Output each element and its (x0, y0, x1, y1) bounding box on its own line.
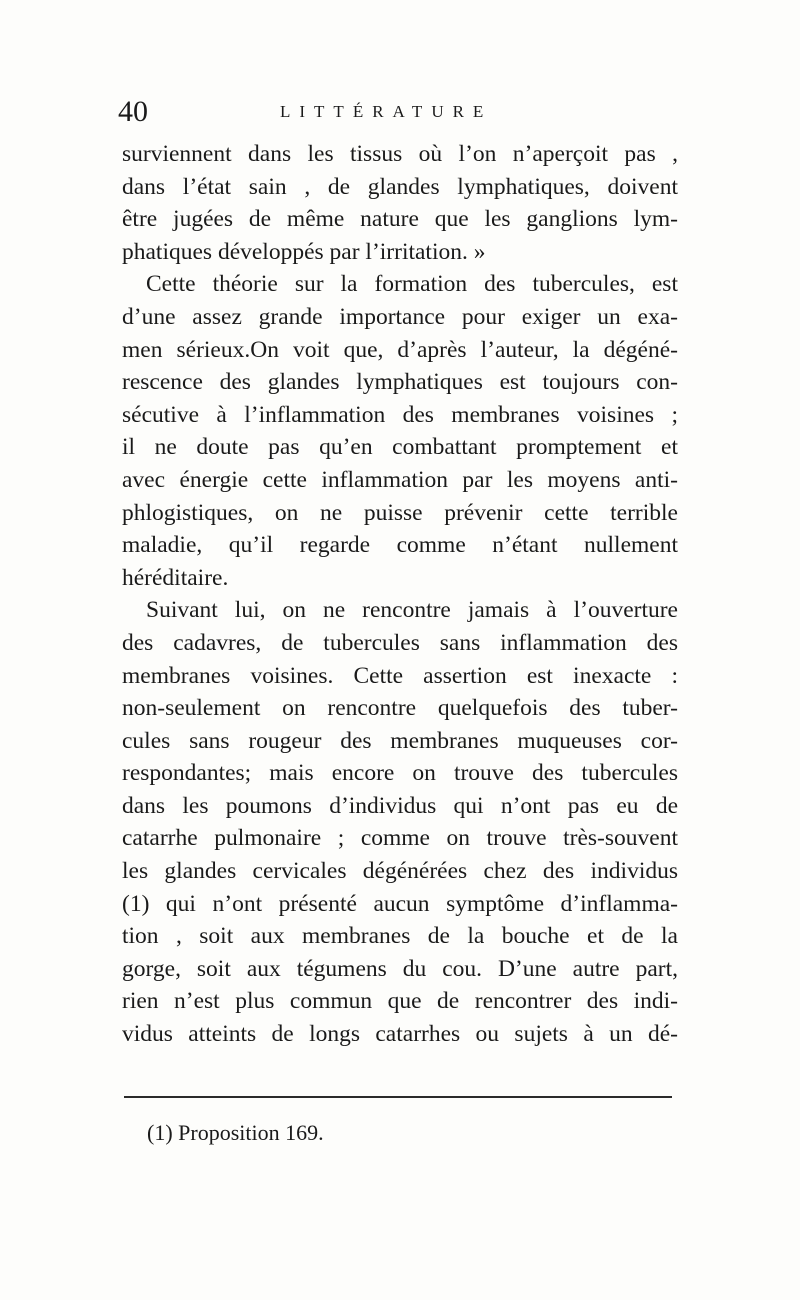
text-line: vidus atteints de longs catarrhes ou sujets à un dé- (122, 1021, 678, 1048)
text-line: men sérieux.On voit que, d’après l’auteur, la dégéné- (122, 336, 678, 363)
text-line: Cette théorie sur la formation des tubercules, est (146, 271, 678, 298)
text-line: gorge, soit aux tégumens du cou. D’une autre part, (122, 955, 678, 982)
body-text (122, 138, 678, 1051)
text-line: phlogistiques, on ne puisse prévenir cette terrible (122, 499, 678, 526)
text-line: dans les poumons d’individus qui n’ont pas eu de (122, 792, 678, 819)
text-line: Suivant lui, on ne rencontre jamais à l’ouverture (146, 597, 678, 624)
footnote: (1) Proposition 169. (147, 1120, 324, 1145)
text-line: sécutive à l’inflammation des membranes voisines ; (122, 401, 678, 428)
text-line: d’une assez grande importance pour exiger un exa- (122, 303, 678, 330)
page-number: 40 (118, 95, 148, 128)
text-line: surviennent dans les tissus où l’on n’aperçoit pas , (122, 141, 678, 167)
text-line: rien n’est plus commun que de rencontrer des indi- (122, 988, 678, 1015)
text-line: (1) qui n’ont présenté aucun symptôme d’inflamma- (122, 890, 678, 917)
running-head (118, 92, 678, 132)
text-line: cules sans rougeur des membranes muqueuses cor- (122, 727, 678, 754)
text-line: être jugées de même nature que les ganglions lym- (122, 206, 678, 233)
text-line: phatiques développés par l’irritation. » (122, 238, 486, 265)
text-line: maladie, qu’il regarde comme n’étant nullement (122, 532, 678, 559)
text-line: non-seulement on rencontre quelquefois des tuber- (122, 695, 678, 722)
text-line: des cadavres, de tubercules sans inflammation des (122, 629, 678, 656)
text-line: dans l’état sain , de glandes lymphatiques, doivent (122, 173, 678, 200)
text-line: avec énergie cette inflammation par les moyens anti- (122, 466, 678, 493)
text-line: héréditaire. (122, 564, 229, 591)
running-title: LITTÉRATURE (280, 102, 493, 121)
text-line: respondantes; mais encore on trouve des tubercules (122, 760, 678, 787)
footnote-rule (124, 1096, 672, 1098)
text-line: rescence des glandes lymphatiques est toujours con- (122, 369, 678, 396)
text-line: les glandes cervicales dégénérées chez des individus (122, 858, 678, 885)
text-line: catarrhe pulmonaire ; comme on trouve très-souvent (122, 825, 678, 852)
text-line: tion , soit aux membranes de la bouche et de la (122, 923, 678, 950)
text-line: membranes voisines. Cette assertion est inexacte : (122, 662, 678, 689)
text-line: il ne doute pas qu’en combattant promptement et (122, 434, 678, 461)
